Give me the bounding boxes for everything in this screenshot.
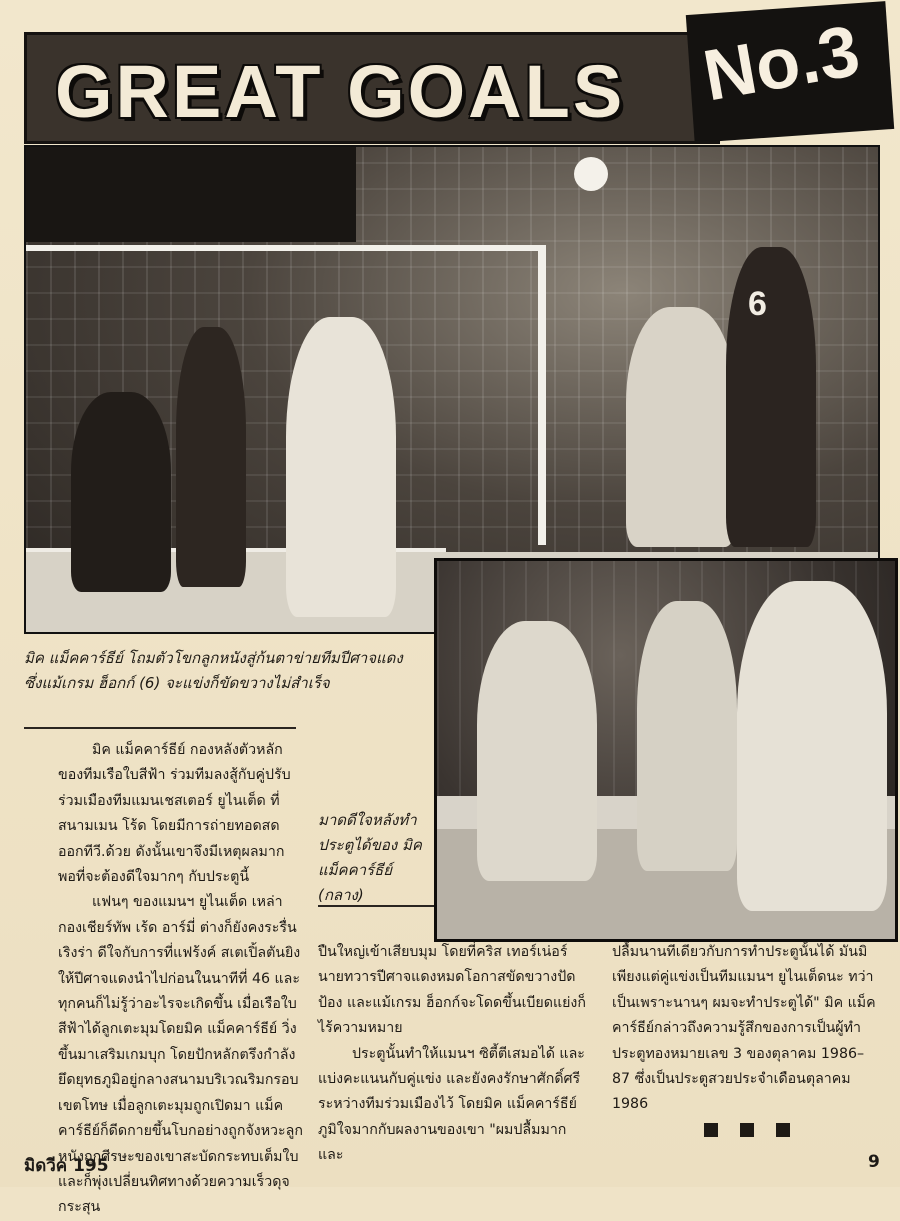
page-number: 9 bbox=[868, 1152, 880, 1172]
end-square bbox=[704, 1123, 718, 1137]
paragraph: แฟนๆ ของแมนฯ ยูไนเต็ด เหล่ากองเชียร์ทัพ เร้ด อาร์มี่ ต่างก็ยังคงระรื่นเริงร่า ดีใจกับการที่แฟร้งค์ สเตเปิ้ลตันยิงให้ปีศาจแดงนำไปก่อนในนาทีที่ 46 และทุกคนก็ไม่รู้ว่าอะไรจะเกิดขึ้น เมื่อเรือใบสีฟ้าได้ลูกเตะมุมโดยมิค แม็คคาร์ธีย์ วิ่งขึ้นมาเสริมเกมบุก โดยปักหลักตรึงกำลังยึดยุทธภูมิอยู่กลางสนามบริเวณริมกรอบเขตโทษ เมื่อลูกเตะมุมถูกเปิดมา แม็คคาร์ธีย์ก็ดีดกายขึ้นโบกอย่างถูกจังหวะลูกหนังถูกศีรษะของเขาสะบัดกระทบเต็มใบและก็พุ่งเปลี่ยนทิศทางด้วยความเร็วดุจกระสุน bbox=[58, 894, 303, 1216]
paragraph: ปลื้มนานทีเดียวกับการทำประตูนั้นได้ มันมิเพียงแต่คู่แข่งเป็นทีมแมนฯ ยูไนเต็ดนะ ทว่าเป็นเพราะนานๆ ผมจะทำประตูได้" มิค แม็คคาร์ธีย์กล่าวถึงความรู้สึกของการเป็นผู้ทำประตูทองหมายเลข 3 ของตุลาคม 1986–87 ซึ่งเป็นประตูสวยประจำเดือนตุลาคม 1986 bbox=[612, 944, 876, 1113]
teammate-figure bbox=[737, 581, 887, 911]
graeme-hogg-figure bbox=[726, 247, 816, 547]
main-photo-caption: มิค แม็คคาร์ธีย์ โถมตัวโขกลูกหนังสู่ก้นตาข่ายทีมปีศาจแดง ซึ่งแม้เกรม ฮ็อกก์ (6) จะแข่งก็ขัดขวางไม่สำเร็จ bbox=[24, 649, 403, 692]
goalkeeper-figure bbox=[71, 392, 171, 592]
goal-post bbox=[538, 245, 546, 545]
end-mark bbox=[704, 1122, 812, 1141]
shirt-number: 6 bbox=[748, 285, 767, 323]
title-banner bbox=[24, 32, 720, 144]
article-column-1 bbox=[58, 738, 303, 1221]
caption-divider bbox=[24, 727, 296, 729]
celebration-photo bbox=[434, 558, 898, 942]
paragraph: มิค แม็คคาร์ธีย์ กองหลังตัวหลักของทีมเรือใบสีฟ้า ร่วมทีมลงสู้กับคู่ปรับร่วมเมืองทีมแมนเชสเตอร์ ยูไนเต็ด ที่สนามเมน โร้ด โดยมีการถ่ายทอดสดออกทีวี.ด้วย ดังนั้นเขาจึงมีเหตุผลมากพอที่จะต้องดีใจมากๆ กับประตูนี้ bbox=[58, 742, 291, 886]
article-column-3 bbox=[612, 940, 876, 1118]
article-column-2 bbox=[318, 940, 588, 1169]
mick-mccarthy-figure bbox=[637, 601, 737, 871]
magazine-name: มิดวีค 195 bbox=[24, 1156, 109, 1176]
stand-shadow bbox=[26, 147, 356, 242]
great-goal-number: No.3 bbox=[697, 10, 866, 117]
paragraph: ปืนใหญ่เข้าเสียบมุม โดยที่คริส เทอร์เน่อร์ นายทวารปีศาจแดงหมดโอกาสขัดขวางปัดป้อง และแม้เกรม ฮ็อกก์จะโดดขึ้นเบียดแย่งก็ไร้ความหมาย bbox=[318, 944, 586, 1037]
ball bbox=[574, 157, 608, 191]
issue-number-tag bbox=[686, 1, 894, 143]
attacker-white-figure bbox=[286, 317, 396, 617]
end-square bbox=[740, 1123, 754, 1137]
defender-figure bbox=[176, 327, 246, 587]
paragraph: ประตูนั้นทำให้แมนฯ ซิตี้ตีเสมอได้ และแบ่งคะแนนกับคู่แข่ง และยังคงรักษาศักดิ์ศรีระหว่างทีมร่วมเมืองไว้ โดยมิค แม็คคาร์ธีย์ภูมิใจมากกับผลงานของเขา "ผมปลื้มมากและ bbox=[318, 1045, 585, 1164]
celebrating-player-figure bbox=[477, 621, 597, 881]
celebration-photo-caption: มาดดีใจหลังทำประตูได้ของ มิค แม็คคาร์ธีย์ (กลาง) bbox=[318, 811, 422, 904]
crossbar bbox=[26, 245, 546, 251]
end-square bbox=[776, 1123, 790, 1137]
mick-mccarthy-figure bbox=[626, 307, 736, 547]
caption-divider bbox=[318, 905, 434, 907]
page-title: GREAT GOALS bbox=[55, 50, 626, 133]
